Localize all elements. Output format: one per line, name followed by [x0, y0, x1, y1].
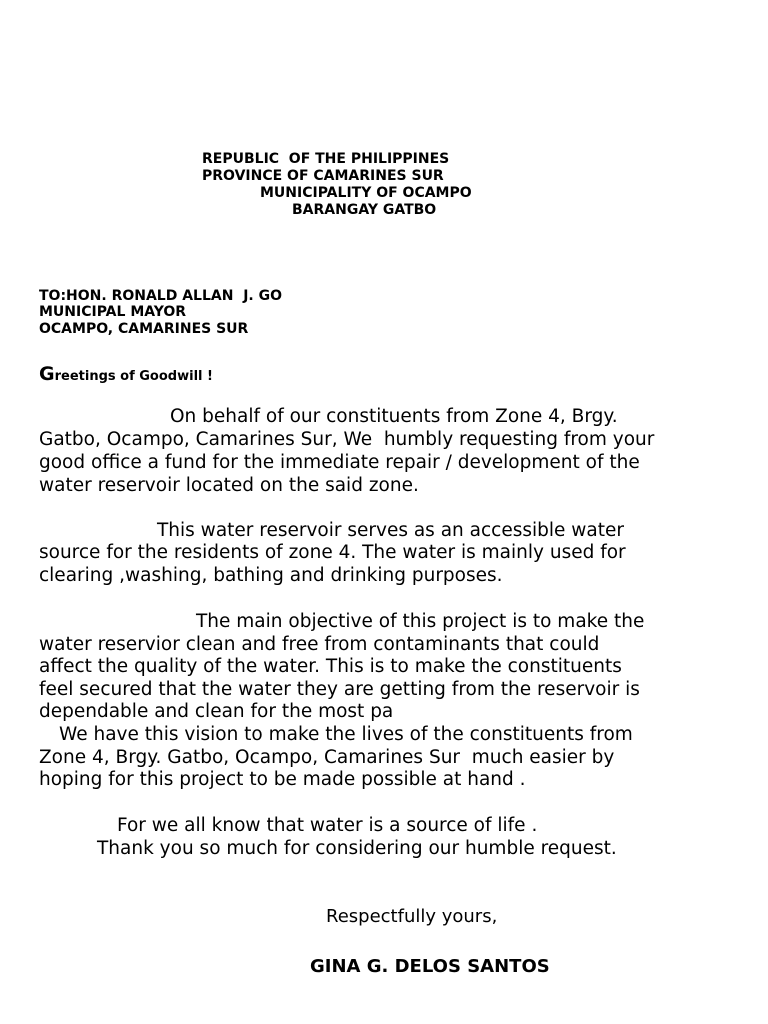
- paragraph-4-line: Thank you so much for considering our humble request.: [97, 838, 617, 859]
- paragraph-1-line: On behalf of our constituents from Zone 4, Brgy.: [170, 406, 618, 427]
- greeting-initial: G: [39, 363, 55, 385]
- paragraph-3-line: The main objective of this project is to make the: [196, 611, 645, 632]
- paragraph-2-line: clearing ,washing, bathing and drinking purposes.: [39, 565, 503, 586]
- header-barangay: BARANGAY GATBO: [292, 202, 437, 218]
- paragraph-1-line: good office a fund for the immediate repair / development of the: [39, 452, 640, 473]
- paragraph-3-line: water reservior clean and free from contaminants that could: [39, 634, 600, 655]
- paragraph-3-line: feel secured that the water they are getting from the reservoir is: [39, 679, 640, 700]
- greeting-rest: reetings of Goodwill !: [54, 369, 213, 384]
- addressee-name: TO:HON. RONALD ALLAN J. GO: [39, 288, 282, 304]
- paragraph-4-line: For we all know that water is a source of life .: [117, 815, 538, 836]
- header-republic: REPUBLIC OF THE PHILIPPINES: [202, 151, 450, 167]
- paragraph-2-line: source for the residents of zone 4. The water is mainly used for: [39, 542, 626, 563]
- paragraph-2-line: This water reservoir serves as an accessible water: [157, 520, 624, 541]
- paragraph-3-line: affect the quality of the water. This is to make the constituents: [39, 656, 622, 677]
- paragraph-1-line: Gatbo, Ocampo, Camarines Sur, We humbly requesting from your: [39, 429, 655, 450]
- addressee-location: OCAMPO, CAMARINES SUR: [39, 321, 249, 337]
- paragraph-3-line: hoping for this project to be made possible at hand .: [39, 769, 526, 790]
- signatory-name: GINA G. DELOS SANTOS: [310, 956, 550, 977]
- paragraph-1-line: water reservoir located on the said zone.: [39, 475, 419, 496]
- greeting: [39, 362, 213, 389]
- addressee-title: MUNICIPAL MAYOR: [39, 304, 187, 320]
- paragraph-3-line: We have this vision to make the lives of the constituents from: [59, 724, 633, 745]
- paragraph-3-line: dependable and clean for the most pa: [39, 701, 394, 722]
- closing-salutation: Respectfully yours,: [326, 906, 498, 927]
- paragraph-3-line: Zone 4, Brgy. Gatbo, Ocampo, Camarines Sur much easier by: [39, 747, 615, 768]
- header-province: PROVINCE OF CAMARINES SUR: [202, 168, 444, 184]
- header-municipality: MUNICIPALITY OF OCAMPO: [260, 185, 472, 201]
